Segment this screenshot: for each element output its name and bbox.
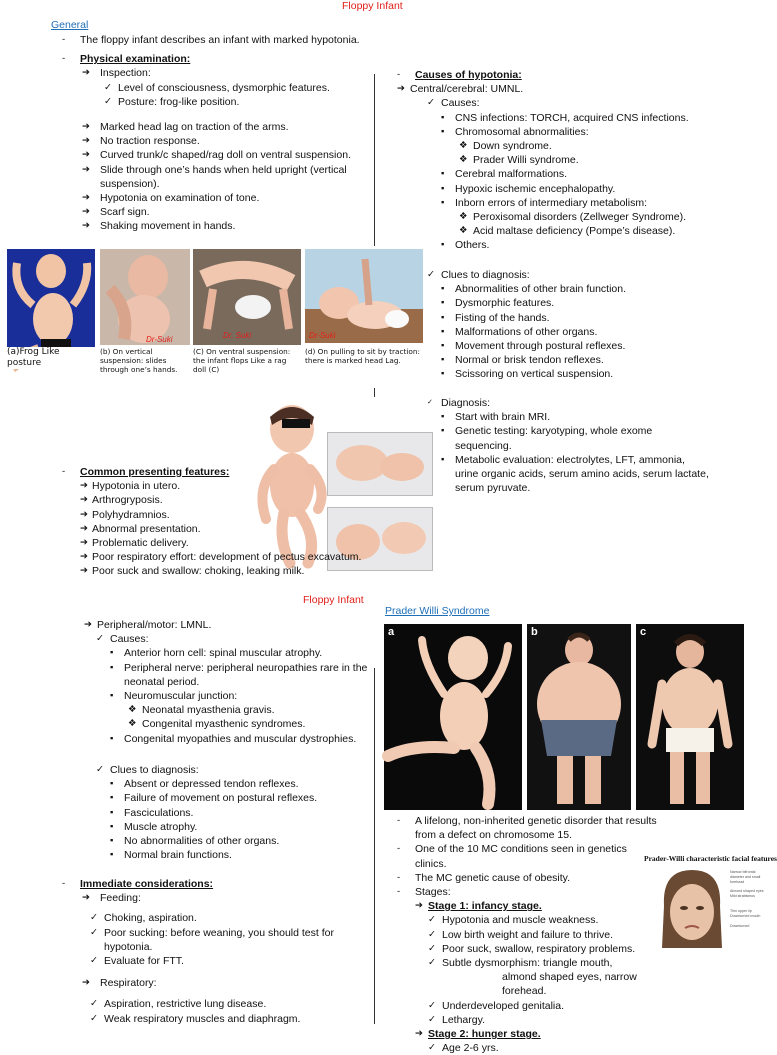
arrow-right-icon: ➔: [80, 508, 88, 520]
list-item-text: Polyhydramnios.: [92, 508, 170, 521]
facial-label: Downturned: [730, 924, 750, 928]
arrow-right-icon: ➔: [80, 565, 88, 577]
list-item-text: One of the 10 MC conditions seen in genetics clinics.: [415, 843, 627, 870]
list-item-text: A lifelong, non-inherited genetic disorder that results from a defect on chromosome 15.: [415, 815, 657, 842]
pw-face-illustration: [656, 866, 768, 954]
list-item: [415, 1027, 657, 1041]
photo-caption: (a)Frog Like posture: [7, 347, 95, 369]
list-item: [428, 942, 657, 956]
list-item: ➔ Peripheral/motor: LMNL.: [84, 619, 212, 631]
list-item: [80, 536, 362, 550]
list-item-text: Stages:: [415, 886, 451, 899]
list-item-text: Arthrogryposis.: [92, 494, 163, 507]
square-bullet-icon: ▪: [441, 283, 445, 295]
list-item-text: Abnormalities of other brain function.: [455, 283, 627, 296]
list-item-text: Muscle atrophy.: [124, 820, 198, 833]
arrow-right-icon: ➔: [82, 121, 90, 133]
square-bullet-icon: ▪: [110, 820, 114, 832]
square-bullet-icon: ▪: [441, 125, 445, 137]
check-icon: ✓: [427, 399, 433, 406]
pw-photo-a: [384, 624, 522, 810]
list-item: [90, 1012, 362, 1026]
diamond-bullet-icon: ❖: [128, 704, 137, 716]
photo-vertical-suspension: [100, 249, 190, 374]
list-item: [397, 842, 657, 870]
list-item-text: Hypotonia on examination of tone.: [100, 192, 260, 205]
pw-section: [397, 814, 657, 1055]
arrow-right-icon: ➔: [80, 522, 88, 534]
square-bullet-icon: ▪: [441, 297, 445, 309]
arrow-right-icon: ➔: [82, 67, 90, 79]
list-item: - The floppy infant describes an infant with marked hypotonia.: [62, 34, 360, 46]
dash-bullet-icon: -: [397, 815, 401, 826]
list-item: [90, 926, 360, 954]
square-bullet-icon: ▪: [110, 792, 114, 804]
list-item-text: Posture: frog-like position.: [118, 95, 240, 108]
list-item: [441, 353, 767, 367]
list-item: [441, 238, 767, 252]
arrow-right-icon: ➔: [82, 220, 90, 232]
check-icon: ✓: [428, 928, 436, 940]
list-item: [82, 191, 362, 205]
diamond-bullet-icon: ❖: [459, 140, 468, 152]
check-icon: ✓: [90, 1012, 98, 1024]
general-section: [62, 33, 362, 234]
list-item-text: Absent or depressed tendon reflexes.: [124, 778, 299, 791]
list-item-text: Low birth weight and failure to thrive.: [442, 928, 614, 941]
diamond-bullet-icon: ❖: [459, 211, 468, 223]
list-item-text: Aspiration, restrictive lung disease.: [104, 998, 267, 1011]
list-item: [428, 956, 657, 970]
list-item: [441, 182, 767, 196]
list-item: [80, 479, 362, 493]
clues-section: [427, 268, 767, 382]
list-item-text: Underdeveloped genitalia.: [442, 999, 565, 1012]
list-item: [110, 689, 370, 703]
check-icon: ✓: [428, 1013, 436, 1025]
list-item: ✓ Causes:: [96, 633, 149, 646]
list-item-text: Genetic testing: karyotyping, whole exome sequencing.: [455, 425, 653, 452]
list-item: [441, 167, 767, 181]
square-bullet-icon: ▪: [441, 168, 445, 180]
check-icon: ✓: [90, 955, 98, 967]
list-item-text: Start with brain MRI.: [455, 411, 551, 424]
list-item-text: CNS infections: TORCH, acquired CNS infections.: [455, 111, 689, 124]
list-item: [441, 210, 767, 224]
list-item-text: Problematic delivery.: [92, 537, 189, 550]
list-item-text: No abnormalities of other organs.: [124, 835, 280, 848]
list-item-text: Level of consciousness, dysmorphic features.: [118, 81, 330, 94]
check-icon: ✓: [90, 926, 98, 938]
list-item-text: Poor respiratory effort: development of pectus excavatum.: [92, 551, 362, 564]
check-icon: ✓: [90, 998, 98, 1010]
list-item: [110, 820, 366, 834]
list-item: [82, 134, 362, 148]
check-icon: ✓: [104, 95, 112, 107]
immediate-heading: Immediate considerations:: [80, 878, 214, 890]
list-item: [110, 661, 370, 689]
presenting-section: [62, 465, 362, 579]
list-item-text: Anterior horn cell: spinal muscular atrophy.: [124, 647, 323, 660]
list-item: [397, 885, 657, 899]
list-item-text: Cerebral malformations.: [455, 168, 568, 181]
list-item: [90, 954, 360, 968]
list-item: [110, 717, 370, 731]
list-item-text: Scissoring on vertical suspension.: [455, 368, 614, 381]
list-item: [80, 550, 362, 564]
list-item: [62, 877, 362, 891]
list-item: [110, 703, 370, 717]
arrow-right-icon: ➔: [415, 1028, 423, 1040]
square-bullet-icon: ▪: [110, 806, 114, 818]
page1-title: Floppy Infant: [342, 0, 403, 12]
list-item: [441, 453, 711, 496]
dash-bullet-icon: -: [397, 69, 401, 80]
physical-exam-heading: Physical examination:: [80, 53, 191, 66]
watermark: Dr. Suki: [223, 331, 252, 340]
list-item-text: Neuromuscular junction:: [124, 690, 238, 703]
list-item: [82, 163, 362, 191]
list-item: [428, 913, 657, 927]
list-item-text: Age 2-6 yrs.: [442, 1042, 499, 1055]
diamond-bullet-icon: ❖: [128, 718, 137, 730]
list-item: [110, 848, 366, 862]
list-item-text: Curved trunk/c shaped/rag doll on ventral suspension.: [100, 149, 351, 162]
list-item: [110, 834, 366, 848]
list-item: [441, 424, 711, 452]
panel-label: c: [640, 626, 647, 638]
check-icon: ✓: [427, 269, 435, 280]
list-item: ✓ Clues to diagnosis:: [96, 764, 199, 776]
peripheral-section: [84, 618, 374, 746]
dash-bullet-icon: -: [62, 53, 66, 65]
list-item-text: Shaking movement in hands.: [100, 220, 236, 233]
photo-caption: (d) On pulling to sit by traction: there is marked head Lag.: [305, 347, 420, 365]
list-item: [428, 1041, 657, 1055]
list-item-text: Down syndrome.: [473, 140, 552, 153]
check-icon: ✓: [90, 912, 98, 924]
list-item: [441, 296, 767, 310]
list-item: [415, 899, 657, 913]
list-item: [104, 81, 362, 95]
list-item: [441, 125, 767, 139]
list-item: [110, 777, 366, 791]
column-divider: [374, 668, 375, 1024]
list-item-text: Fisting of the hands.: [455, 311, 550, 324]
list-item: [90, 911, 360, 925]
watermark: Dr-Suki: [146, 335, 173, 344]
list-item: [104, 95, 362, 109]
dash-bullet-icon: -: [62, 466, 66, 477]
list-item-text: Hypotonia in utero.: [92, 480, 181, 493]
check-icon: ✓: [427, 97, 435, 109]
photo-caption: (C) On ventral suspension: the infant flops Like a rag doll (C): [193, 347, 291, 374]
list-item: [428, 999, 657, 1013]
list-item: [80, 493, 362, 507]
list-item-text: Subtle dysmorphism: triangle mouth,: [442, 957, 613, 970]
list-item: [110, 791, 366, 805]
dash-bullet-icon: -: [397, 886, 401, 898]
list-item: [110, 732, 370, 746]
list-item: [441, 153, 767, 167]
diamond-bullet-icon: ❖: [459, 154, 468, 166]
list-item: [80, 564, 362, 578]
list-item-text: Peripheral nerve: peripheral neuropathies rare in the neonatal period.: [124, 661, 368, 688]
list-item-text: Failure of movement on postural reflexes.: [124, 792, 318, 805]
list-item-text: No traction response.: [100, 135, 200, 148]
pw-photo-c: [636, 624, 744, 810]
page2-title: Floppy Infant: [303, 594, 364, 606]
stage2-heading: Stage 2: hunger stage.: [428, 1028, 541, 1041]
list-item: [82, 148, 362, 162]
list-item-text: Movement through postural reflexes.: [455, 340, 626, 353]
facial-label: Almond shaped eyes Mild strabismus: [730, 889, 764, 898]
square-bullet-icon: ▪: [441, 425, 445, 437]
list-item-text: Acid maltase deficiency (Pompe’s disease).: [473, 225, 676, 238]
list-item: [441, 139, 767, 153]
square-bullet-icon: ▪: [110, 849, 114, 861]
panel-label: b: [531, 626, 538, 638]
square-bullet-icon: ▪: [110, 732, 114, 744]
arrow-right-icon: ➔: [82, 163, 90, 175]
check-icon: ✓: [96, 633, 104, 645]
list-item: [90, 997, 362, 1011]
photo-pull-to-sit: [305, 249, 423, 369]
list-item: ➔ Respiratory:: [82, 977, 157, 990]
arrow-right-icon: ➔: [80, 537, 88, 549]
list-item-text: Peroxisomal disorders (Zellweger Syndrome).: [473, 211, 686, 224]
list-item: ➔ Central/cerebral: UMNL.: [397, 83, 524, 96]
pw-photo-b: [527, 624, 631, 810]
check-icon: ✓: [104, 81, 112, 93]
infant-photo-d: [305, 249, 423, 343]
arrow-right-icon: ➔: [82, 206, 90, 218]
arrow-right-icon: ➔: [84, 619, 92, 630]
list-item: ✓ Diagnosis:: [427, 397, 491, 409]
square-bullet-icon: ▪: [110, 690, 114, 702]
list-item: [397, 814, 657, 842]
square-bullet-icon: ▪: [441, 368, 445, 380]
check-icon: ✓: [428, 999, 436, 1011]
arrow-right-icon: ➔: [82, 135, 90, 147]
square-bullet-icon: ▪: [441, 325, 445, 337]
list-item-text: Abnormal presentation.: [92, 522, 201, 535]
list-item-text: Dysmorphic features.: [455, 297, 555, 310]
list-item: [82, 120, 362, 134]
facial-label: Narrow bifrontal diameter and small forehead: [730, 870, 761, 884]
list-item-text: Metabolic evaluation: electrolytes, LFT, ammonia, urine organic acids, serum amino acids, serum lactate, serum pyruvate.: [455, 453, 709, 495]
column-divider: [374, 388, 375, 397]
list-item: ✓ Causes:: [427, 97, 480, 110]
check-icon: ✓: [428, 942, 436, 954]
facial-label: Thin upper lip Downturned mouth: [730, 909, 761, 918]
facial-caption: Prader-Willi characteristic facial features: [644, 854, 777, 863]
list-item-text: The MC genetic cause of obesity.: [415, 871, 571, 884]
list-item: [441, 224, 767, 238]
check-icon: ✓: [96, 764, 104, 775]
arrow-right-icon: ➔: [80, 480, 88, 492]
watermark: Dr-Suki: [309, 331, 336, 340]
list-item-text: Congenital myopathies and muscular dystrophies.: [124, 732, 357, 745]
list-item-text: Prader Willi syndrome.: [473, 154, 579, 167]
square-bullet-icon: ▪: [441, 111, 445, 123]
causes-section: [397, 68, 767, 253]
diamond-bullet-icon: ❖: [459, 225, 468, 237]
list-item: [397, 871, 657, 885]
list-item-text: Marked head lag on traction of the arms.: [100, 121, 289, 134]
list-item: [62, 465, 362, 479]
list-item: [441, 282, 767, 296]
list-item-text: Malformations of other organs.: [455, 325, 598, 338]
square-bullet-icon: ▪: [441, 411, 445, 423]
list-item-text: Chromosomal abnormalities:: [455, 125, 589, 138]
list-item: [441, 367, 767, 381]
prader-willi-heading: Prader Willi Syndrome: [385, 605, 490, 617]
list-item: [397, 68, 767, 82]
list-item: [110, 806, 366, 820]
photo-caption: (b) On vertical suspension: slides through one’s hands.: [100, 347, 178, 374]
list-item-text: Lethargy.: [442, 1013, 485, 1026]
square-bullet-icon: ▪: [441, 182, 445, 194]
square-bullet-icon: ▪: [441, 311, 445, 323]
check-icon: ✓: [428, 957, 436, 969]
periph-clues-section: [96, 763, 366, 862]
list-item-text: Normal or brisk tendon reflexes.: [455, 354, 604, 367]
causes-heading: Causes of hypotonia:: [415, 69, 522, 81]
infant-photo-b: [100, 249, 190, 345]
general-heading: General: [51, 19, 89, 31]
list-item: [441, 325, 767, 339]
arrow-right-icon: ➔: [82, 192, 90, 204]
list-item: [428, 928, 657, 942]
list-item: [80, 508, 362, 522]
list-item: [62, 52, 362, 66]
list-item: [441, 111, 767, 125]
list-item-text: Slide through one’s hands when held upright (vertical suspension).: [100, 163, 347, 190]
list-item: [82, 219, 362, 233]
check-icon: ✓: [428, 1042, 436, 1054]
immediate-section: [62, 877, 362, 1026]
list-item-text: Neonatal myasthenia gravis.: [142, 704, 275, 717]
presenting-heading: Common presenting features:: [80, 466, 230, 478]
list-item: ✓ Clues to diagnosis:: [427, 269, 530, 281]
list-item: [441, 196, 767, 210]
arrow-right-icon: ➔: [82, 977, 90, 989]
list-item-text: Hypotonia and muscle weakness.: [442, 914, 599, 927]
arrow-right-icon: ➔: [80, 494, 88, 506]
list-item-text: Congenital myasthenic syndromes.: [142, 718, 306, 731]
list-item: ➔ Inspection:: [82, 67, 151, 80]
square-bullet-icon: ▪: [110, 835, 114, 847]
column-divider: [374, 74, 375, 246]
arrow-right-icon: ➔: [397, 83, 405, 95]
list-item-text: Hypoxic ischemic encephalopathy.: [455, 182, 616, 195]
list-item: [110, 646, 370, 660]
list-item: [428, 1013, 657, 1027]
square-bullet-icon: ▪: [441, 340, 445, 352]
list-item-text: Choking, aspiration.: [104, 912, 197, 925]
list-item-text: Scarf sign.: [100, 206, 150, 219]
square-bullet-icon: ▪: [110, 647, 114, 659]
list-item-text: Poor suck and swallow: choking, leaking milk.: [92, 565, 305, 578]
list-item-text: almond shaped eyes, narrow forehead.: [502, 971, 637, 998]
list-item-text: Inborn errors of intermediary metabolism:: [455, 196, 647, 209]
diagnosis-section: [427, 396, 767, 495]
dash-bullet-icon: -: [62, 34, 66, 45]
list-item: [441, 339, 767, 353]
list-item-text: Evaluate for FTT.: [104, 955, 184, 968]
square-bullet-icon: ▪: [441, 239, 445, 251]
arrow-right-icon: ➔: [82, 892, 90, 904]
dash-bullet-icon: -: [62, 878, 66, 889]
photo-frog-posture: [7, 249, 95, 369]
list-item-text: Fasciculations.: [124, 806, 194, 819]
list-item: ➔ Feeding:: [82, 892, 141, 905]
stage1-heading: Stage 1: infancy stage.: [428, 900, 542, 913]
square-bullet-icon: ▪: [110, 778, 114, 790]
list-item: [441, 410, 711, 424]
square-bullet-icon: ▪: [441, 453, 445, 465]
arrow-right-icon: ➔: [415, 900, 423, 912]
list-item-text: Poor sucking: before weaning, you should test for hypotonia.: [104, 926, 334, 953]
list-item: [80, 522, 362, 536]
list-item: [82, 205, 362, 219]
list-item-text: Weak respiratory muscles and diaphragm.: [104, 1012, 301, 1025]
dash-bullet-icon: -: [397, 871, 401, 883]
square-bullet-icon: ▪: [110, 661, 114, 673]
square-bullet-icon: ▪: [441, 354, 445, 366]
check-icon: ✓: [428, 914, 436, 926]
list-item: [428, 970, 657, 998]
list-item-text: Normal brain functions.: [124, 849, 232, 862]
list-item: [441, 311, 767, 325]
arrow-right-icon: ➔: [82, 149, 90, 161]
dash-bullet-icon: -: [397, 843, 401, 855]
arrow-right-icon: ➔: [80, 551, 88, 563]
photo-ventral-suspension: [193, 249, 301, 374]
list-item-text: Poor suck, swallow, respiratory problems.: [442, 942, 636, 955]
list-item-text: Others.: [455, 239, 490, 252]
panel-label: a: [388, 626, 395, 638]
square-bullet-icon: ▪: [441, 196, 445, 208]
